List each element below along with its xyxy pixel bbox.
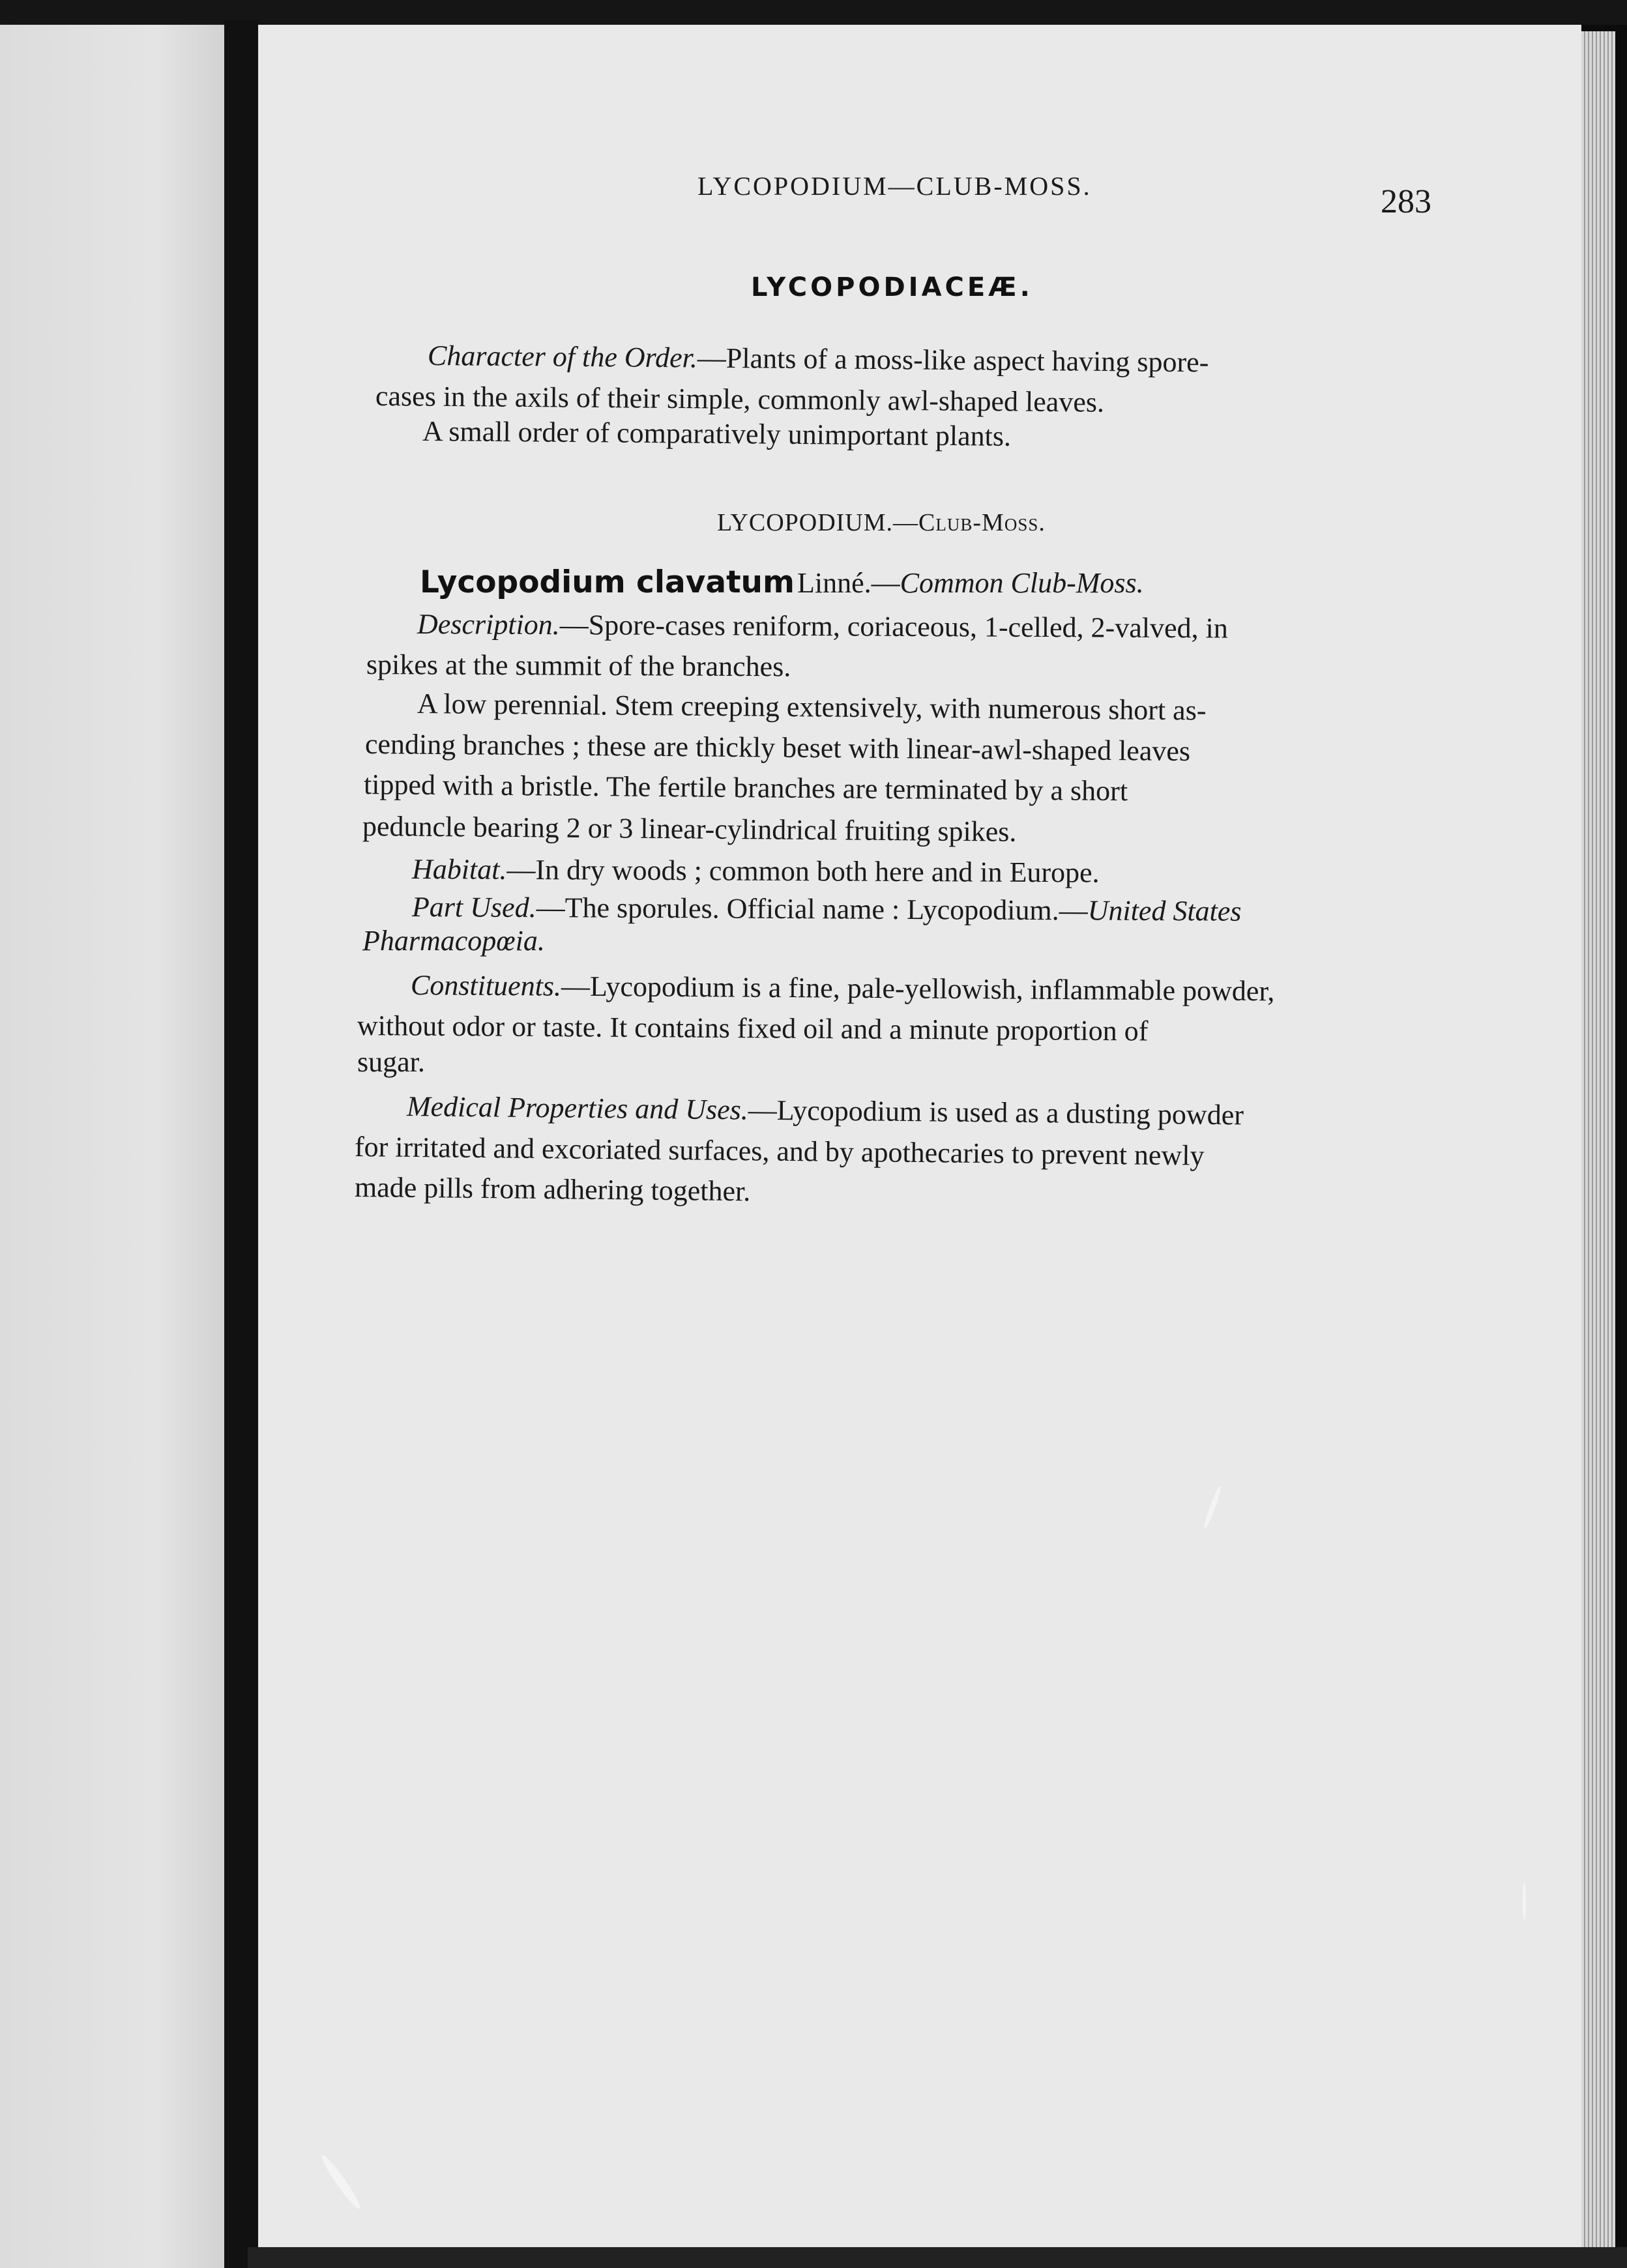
scan-bottom-border [248,2247,1627,2268]
scan-speck [1523,1882,1526,1921]
constituents-line-3: sugar. [357,1046,425,1078]
species-name: Lycopodium clavatum [420,564,795,600]
character-label: Character of the Order. [427,340,698,374]
description-line-1: Description.—Spore-cases reniform, coriaceous, 1-celled, 2-valved, in [417,608,1228,645]
page-number: 283 [1381,183,1431,220]
part-used-line-2: Pharmacopœia. [362,925,545,957]
scan-speck [1202,1485,1222,1530]
order-note: A small order of comparatively unimportant plants. [422,415,1012,452]
description-line-2: spikes at the summit of the branches. [366,648,791,683]
character-line-1: Character of the Order.—Plants of a moss-like aspect having spore- [427,340,1209,379]
book-gutter [224,20,258,2268]
medical-label: Medical Properties and Uses. [406,1090,749,1126]
part-used-label: Part Used. [411,891,536,923]
constituents-label: Constituents. [410,969,562,1002]
perennial-line-4: peduncle bearing 2 or 3 linear-cylindrical fruiting spikes. [362,810,1017,848]
facing-page-left [0,25,224,2268]
perennial-line-1: A low perennial. Stem creeping extensively, with numerous short as- [417,688,1207,727]
genus-heading: LYCOPODIUM.—Club-Moss. [717,509,1046,536]
habitat-label: Habitat. [411,853,507,886]
constituents-line-1: Constituents.—Lycopodium is a fine, pale-yellowish, inflammable powder, [410,969,1275,1008]
perennial-line-2: cending branches ; these are thickly beset with linear-awl-shaped leaves [364,728,1191,768]
species-authority: Linné. [797,567,872,599]
species-heading: Lycopodium clavatum Linné.—Common Club-Moss. [420,564,1144,600]
habitat-line: Habitat.—In dry woods ; common both here and in Europe. [411,853,1100,889]
perennial-line-3: tipped with a bristle. The fertile branches are terminated by a short [363,768,1128,807]
medical-line-1: Medical Properties and Uses.—Lycopodium is used as a dusting powder [406,1090,1244,1131]
order-title: LYCOPODIACEÆ. [751,272,1033,302]
running-title: LYCOPODIUM—CLUB-MOSS. [697,171,1092,201]
page-edges [1581,31,1615,2247]
medical-line-2: for irritated and excoriated surfaces, and by apothecaries to prevent newly [354,1131,1205,1172]
character-line-2: cases in the axils of their simple, commonly awl-shaped leaves. [375,380,1105,418]
medical-line-3: made pills from adhering together. [354,1171,751,1208]
part-used-line-1: Part Used.—The sporules. Official name : Lycopodium.—United States [411,891,1242,927]
scan-speck [319,2153,364,2211]
species-common-name: Common Club-Moss. [900,567,1144,599]
constituents-line-2: without odor or taste. It contains fixed oil and a minute proportion of [357,1010,1149,1047]
description-label: Description. [417,608,560,641]
